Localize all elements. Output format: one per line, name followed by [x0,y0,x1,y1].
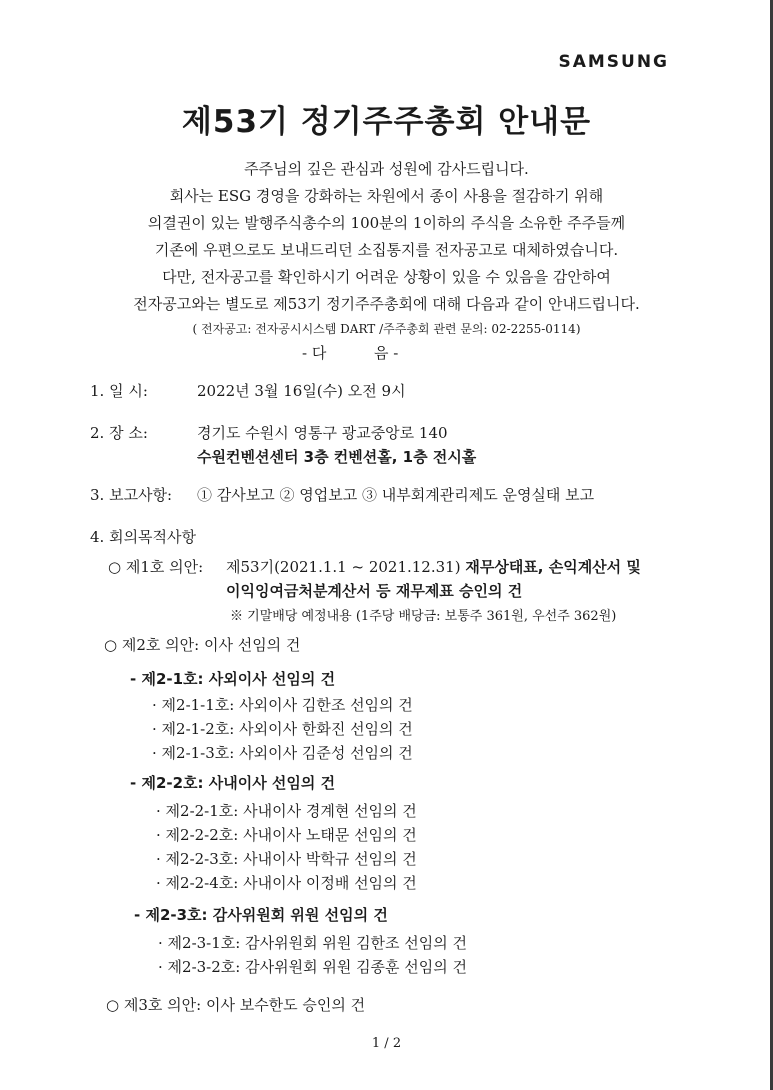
agenda-2-2-2: · 제2-2-2호: 사내이사 노태문 선임의 건 [156,826,417,844]
page-title: 제53기 정기주주총회 안내문 [181,104,592,140]
agenda-1-text-cont: 이익잉여금처분계산서 등 재무제표 승인의 건 [226,582,523,600]
intro-paragraph [0,156,773,340]
intro-line: 전자공고와는 별도로 제53기 정기주주총회에 대해 다음과 같이 안내드립니다. [133,295,640,313]
report-label: 3. 보고사항: [90,486,173,504]
page-number: 1 / 2 [371,1036,402,1051]
agenda-2: ○ 제2호 의안: 이사 선임의 건 [104,636,301,654]
intro-line: 기존에 우편으로도 보내드리던 소집통지를 전자공고로 대체하였습니다. [154,241,619,259]
agenda-2-1-3: · 제2-1-3호: 사외이사 김준성 선임의 건 [152,744,413,762]
intro-line: 주주님의 깊은 관심과 성원에 감사드립니다. [244,160,529,178]
place-label: 2. 장 소: [90,424,148,442]
agenda-2-2-3: · 제2-2-3호: 사내이사 박학규 선임의 건 [156,850,417,868]
agenda-1-period: 제53기(2021.1.1 ~ 2021.12.31) [226,558,461,576]
agenda-label: 4. 회의목적사항 [90,528,197,546]
intro-note: ( 전자공고: 전자공시시스템 DART /주주총회 관련 문의: 02-2255-0114) [192,322,581,336]
agenda-2-3: - 제2-3호: 감사위원회 위원 선임의 건 [134,906,388,924]
agenda-3: ○ 제3호 의안: 이사 보수한도 승인의 건 [106,996,366,1014]
place-address: 경기도 수원시 영통구 광교중앙로 140 [197,424,448,442]
agenda-2-2-1: · 제2-2-1호: 사내이사 경계현 선임의 건 [156,802,417,820]
intro-line: 회사는 ESG 경영을 강화하는 차원에서 종이 사용을 절감하기 위해 [169,187,604,205]
agenda-2-3-1: · 제2-3-1호: 감사위원회 위원 김한조 선임의 건 [158,934,468,952]
intro-line: 다만, 전자공고를 확인하시기 어려운 상황이 있을 수 있음을 감안하여 [162,268,611,286]
date-value: 2022년 3월 16일(수) 오전 9시 [197,382,406,400]
place-venue: 수원컨벤션센터 3층 컨벤션홀, 1층 전시홀 [197,448,477,466]
agenda-1-text [226,556,641,578]
agenda-2-2: - 제2-2호: 사내이사 선임의 건 [130,774,336,792]
agenda-2-3-2: · 제2-3-2호: 감사위원회 위원 김종훈 선임의 건 [158,958,468,976]
intro-line: 의결권이 있는 발행주식총수의 100분의 1이하의 주식을 소유한 주주들께 [147,214,626,232]
agenda-2-1-2: · 제2-1-2호: 사외이사 한화진 선임의 건 [152,720,413,738]
dividend-note: ※ 기말배당 예정내용 (1주당 배당금: 보통주 361원, 우선주 362원) [230,609,617,624]
report-value: ① 감사보고 ② 영업보고 ③ 내부회계관리제도 운영실태 보고 [197,486,595,504]
agenda-2-1-1: · 제2-1-1호: 사외이사 김한조 선임의 건 [152,696,413,714]
section-divider-heading: - 다 음 - [302,344,399,362]
agenda-2-1: - 제2-1호: 사외이사 선임의 건 [130,670,336,688]
date-label: 1. 일 시: [90,382,148,400]
agenda-1-label: ○ 제1호 의안: [108,558,204,576]
samsung-logo: SAMSUNG [558,52,669,72]
agenda-2-2-4: · 제2-2-4호: 사내이사 이정배 선임의 건 [156,874,417,892]
agenda-1-statements: 재무상태표, 손익계산서 및 [465,558,641,576]
